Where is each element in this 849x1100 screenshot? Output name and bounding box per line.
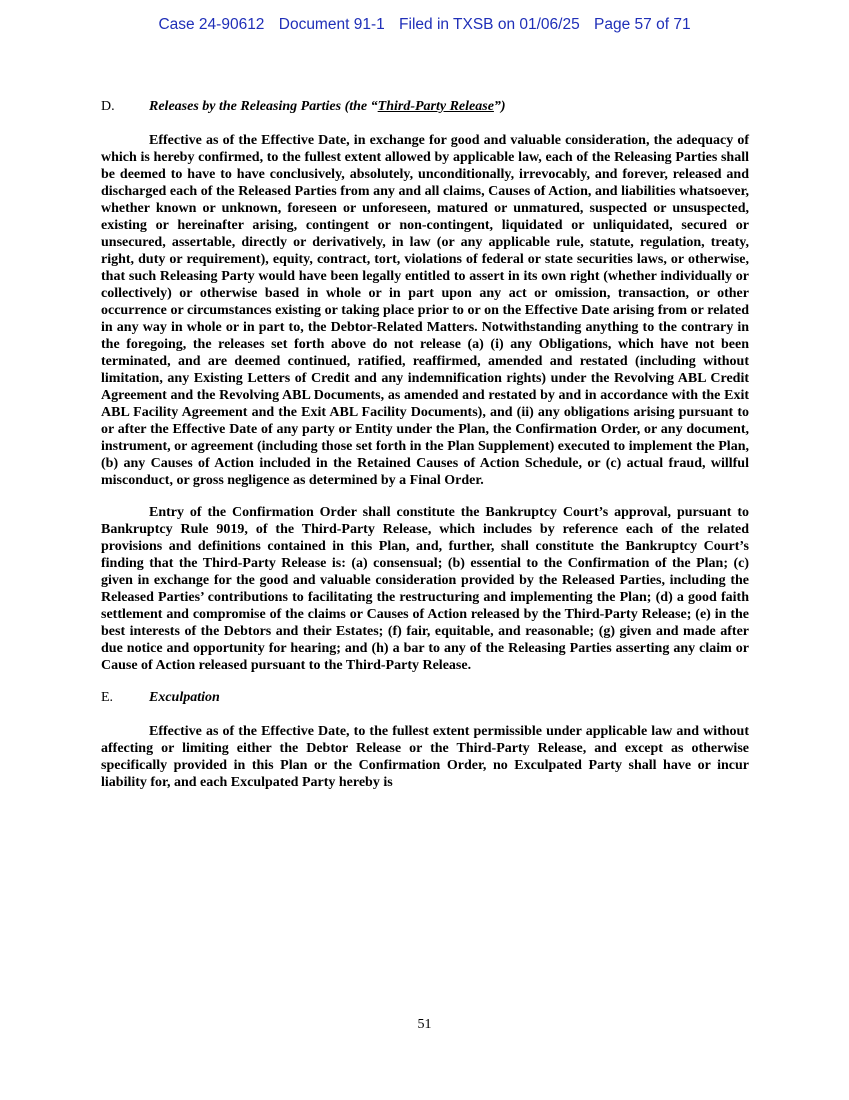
document-number: Document 91-1 <box>278 16 385 33</box>
defined-term: Third-Party Release <box>377 99 494 114</box>
section-d-paragraph-1: Effective as of the Effective Date, in exchange for good and valuable consideration, the adequacy of which is hereby confirmed, to the fullest extent allowed by applicable law, each of the Releasing Parties shall be deemed to have to have conclusively, absolutely, unconditionally, irrevocably, and forever, released and discharged each of the Released Parties from any and all claims, Causes of Action, and liabilities whatsoever, whether known or unknown, foreseen or unforeseen, matured or unmatured, suspected or unsuspected, existing or hereinafter arising, contingent or non-contingent, liquidated or unliquidated, secured or unsecured, assertable, directly or derivatively, in law (or any applicable rule, statute, regulation, treaty, right, duty or requirement), equity, contract, tort, violations of federal or state securities laws, or otherwise, that such Releasing Party would have been legally entitled to assert in its own right (whether individually or collectively) or otherwise based in whole or in part upon any act or omission, transaction, or other occurrence or circumstances existing or taking place prior to or on the Effective Date arising from or related in any way in whole or in part to, the Debtor-Related Matters. Notwithstanding anything to the contrary in the foregoing, the releases set forth above do not release (a) (i) any Obligations, which have not been terminated, and are deemed continued, ratified, reaffirmed, amended and restated (including without limitation, any Existing Letters of Credit and any indemnification rights) under the Revolving ABL Credit Agreement and the Revolving ABL Documents, as amended and restated by and in accordance with the Exit ABL Facility Agreement and the Exit ABL Facility Documents), and (ii) any obligations arising pursuant to or after the Effective Date of any party or Entity under the Plan, the Confirmation Order, or any document, instrument, or agreement (including those set forth in the Plan Supplement) executed to implement the Plan, (b) any Causes of Action included in the Retained Causes of Action Schedule, or (c) actual fraud, willful misconduct, or gross negligence as determined by a Final Order. <box>101 133 749 488</box>
section-e-heading <box>101 689 749 707</box>
section-d-paragraph-2: Entry of the Confirmation Order shall constitute the Bankruptcy Court’s approval, pursuant to Bankruptcy Rule 9019, of the Third-Party Release, which includes by reference each of the related provisions and definitions contained in this Plan, and, further, shall constitute the Bankruptcy Court’s finding that the Third-Party Release is: (a) consensual; (b) essential to the Confirmation of the Plan; (c) given in exchange for the good and valuable consideration provided by the Released Parties, including the Released Parties’ contributions to facilitating the restructuring and implementing the Plan; (d) a good faith settlement and compromise of the claims or Causes of Action released by the Third-Party Release; (e) in the best interests of the Debtors and their Estates; (f) fair, equitable, and reasonable; (g) given and made after due notice and opportunity for hearing; and (h) a bar to any of the Releasing Parties asserting any claim or Cause of Action released pursuant to the Third-Party Release. <box>101 505 749 673</box>
filing-header <box>0 16 849 34</box>
case-number: Case 24-90612 <box>158 16 265 33</box>
section-d-label: D. <box>101 99 115 114</box>
filed-info: Filed in TXSB on 01/06/25 <box>399 16 580 33</box>
page-number: 51 <box>417 1017 432 1032</box>
section-d-title: Releases by the Releasing Parties (the “Third-Party Release”) <box>149 99 506 114</box>
page-of: Page 57 of 71 <box>594 16 691 33</box>
section-e-label: E. <box>101 690 114 705</box>
document-body <box>101 98 749 806</box>
section-d-heading <box>101 98 749 116</box>
section-e-title: Exculpation <box>149 690 220 705</box>
section-e-paragraph-1: Effective as of the Effective Date, to the fullest extent permissible under applicable law and without affecting or limiting either the Debtor Release or the Third-Party Release, and except as otherwise specifically provided in this Plan or the Confirmation Order, no Exculpated Party shall have or incur liability for, and each Exculpated Party hereby is <box>101 724 749 790</box>
